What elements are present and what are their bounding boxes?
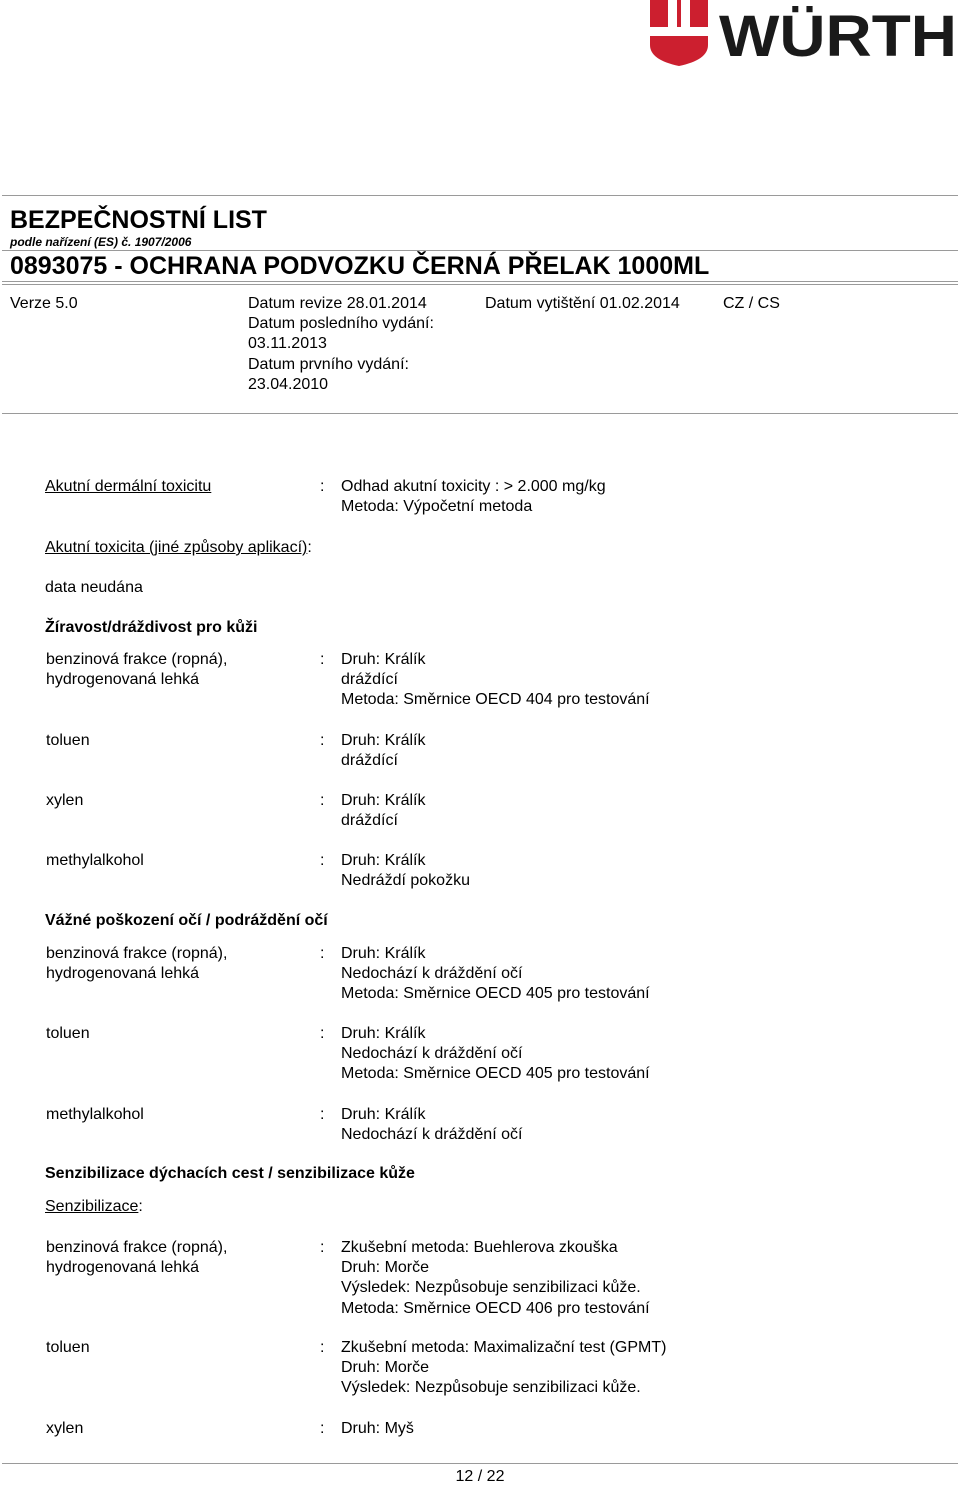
substance-result xyxy=(341,1238,650,1319)
substance-label xyxy=(46,791,83,811)
sensitization-section-heading: Senzibilizace dýchacích cest / senzibilizace kůže xyxy=(45,1165,415,1182)
substance-label xyxy=(46,1338,90,1358)
dermal-value-line: Odhad akutní toxicity : > 2.000 mg/kg xyxy=(341,478,606,495)
row-colon: : xyxy=(320,1106,325,1123)
substance-label-line: toluen xyxy=(46,1339,90,1356)
result-line: Nedochází k dráždění očí xyxy=(341,965,523,983)
result-line: dráždící xyxy=(341,752,398,770)
substance-label-line: methylalkohol xyxy=(46,852,144,869)
first-issue-date: 23.04.2010 xyxy=(248,375,329,393)
substance-result xyxy=(341,944,650,1005)
print-date: Datum vytištění 01.02.2014 xyxy=(485,295,680,312)
result-line: dráždící xyxy=(341,671,398,689)
result-line: Druh: Morče xyxy=(341,1259,430,1277)
row-colon: : xyxy=(320,1025,325,1042)
header-bottom-rule xyxy=(2,413,958,414)
result-line: Druh: Králík xyxy=(341,792,426,809)
document-title: BEZPEČNOSTNÍ LIST xyxy=(10,206,267,234)
first-issue-label: Datum prvního vydání: xyxy=(248,355,409,373)
result-line: Nedochází k dráždění očí xyxy=(341,1045,523,1063)
substance-label xyxy=(46,650,227,690)
row-colon: : xyxy=(320,1420,325,1437)
substance-label-line: xylen xyxy=(46,1420,84,1437)
substance-label xyxy=(46,1105,144,1125)
header-rule-1 xyxy=(2,281,958,282)
substance-result xyxy=(341,650,650,711)
page-number: 12 / 22 xyxy=(455,1468,505,1485)
result-line: Druh: Králík xyxy=(341,651,426,668)
substance-label xyxy=(46,1238,227,1278)
dermal-toxicity-label: Akutní dermální toxicitu xyxy=(45,478,212,495)
result-line: Druh: Králík xyxy=(341,1106,426,1123)
result-line: Druh: Morče xyxy=(341,1359,430,1377)
footer-rule xyxy=(2,1463,958,1464)
other-routes-value: data neudána xyxy=(45,579,143,596)
dermal-colon: : xyxy=(320,478,325,495)
substance-label xyxy=(46,851,144,871)
result-line: Metoda: Směrnice OECD 405 pro testování xyxy=(341,1065,650,1083)
result-line: Výsledek: Nezpůsobuje senzibilizaci kůže. xyxy=(341,1379,641,1397)
substance-label xyxy=(46,1024,90,1044)
wurth-logo xyxy=(647,0,959,68)
result-line: Nedochází k dráždění očí xyxy=(341,1126,523,1144)
row-colon: : xyxy=(320,732,325,749)
substance-label-line: benzinová frakce (ropná), xyxy=(46,1239,228,1256)
result-line: Metoda: Směrnice OECD 404 pro testování xyxy=(341,691,650,709)
sensitization-sublabel: Senzibilizace xyxy=(45,1198,139,1215)
header-top-rule xyxy=(2,195,958,196)
row-colon: : xyxy=(320,792,325,809)
substance-result xyxy=(341,851,470,891)
revision-date: Datum revize 28.01.2014 xyxy=(248,295,427,312)
row-colon: : xyxy=(320,945,325,962)
header-rule-2 xyxy=(2,284,958,285)
substance-result xyxy=(341,791,425,831)
substance-result xyxy=(341,1338,666,1399)
dermal-value-line: Metoda: Výpočetní metoda xyxy=(341,498,533,516)
substance-label-line: toluen xyxy=(46,1025,90,1042)
substance-label-line: benzinová frakce (ropná), xyxy=(46,651,228,668)
brand-wordmark: WÜRTH xyxy=(719,4,957,68)
other-routes-colon: : xyxy=(307,539,312,556)
last-issue-date: 03.11.2013 xyxy=(248,335,327,353)
skin-section-heading: Žíravost/dráždivost pro kůži xyxy=(45,619,258,636)
substance-label-line: benzinová frakce (ropná), xyxy=(46,945,228,962)
wurth-logo-graphic xyxy=(647,0,959,68)
row-colon: : xyxy=(320,1339,325,1356)
result-line: Metoda: Směrnice OECD 406 pro testování xyxy=(341,1299,650,1317)
substance-label-line: hydrogenovaná lehká xyxy=(46,965,200,983)
result-line: Nedráždí pokožku xyxy=(341,872,470,890)
eye-section-heading: Vážné poškození očí / podráždění očí xyxy=(45,912,328,929)
product-title: 0893075 - OCHRANA PODVOZKU ČERNÁ PŘELAK 1000ML xyxy=(10,252,710,280)
substance-result xyxy=(341,1105,522,1145)
other-routes-label: Akutní toxicita (jiné způsoby aplikací) xyxy=(45,539,308,556)
header-mid-rule xyxy=(2,250,958,251)
substance-label-line: hydrogenovaná lehká xyxy=(46,1259,200,1277)
substance-result xyxy=(341,1419,414,1439)
other-routes-heading xyxy=(45,538,312,558)
revision-block xyxy=(248,294,434,395)
regulation-subtitle: podle nařízení (ES) č. 1907/2006 xyxy=(10,235,192,249)
substance-label-line: xylen xyxy=(46,792,84,809)
dermal-values xyxy=(341,477,606,517)
row-colon: : xyxy=(320,651,325,668)
substance-label xyxy=(46,1419,83,1439)
result-line: Zkušební metoda: Maximalizační test (GPMT) xyxy=(341,1339,667,1356)
result-line: Druh: Králík xyxy=(341,945,426,962)
row-colon: : xyxy=(320,852,325,869)
substance-label-line: methylalkohol xyxy=(46,1106,144,1123)
sensitization-sublabel-colon: : xyxy=(138,1198,143,1215)
result-line: Zkušební metoda: Buehlerova zkouška xyxy=(341,1239,618,1256)
result-line: dráždící xyxy=(341,812,398,830)
substance-label xyxy=(46,944,227,984)
substance-result xyxy=(341,1024,650,1085)
substance-label-line: hydrogenovaná lehká xyxy=(46,671,200,689)
version-label: Verze 5.0 xyxy=(10,295,78,312)
result-line: Druh: Myš xyxy=(341,1420,414,1437)
substance-label xyxy=(46,731,90,751)
result-line: Metoda: Směrnice OECD 405 pro testování xyxy=(341,985,650,1003)
locale-code: CZ / CS xyxy=(723,295,780,312)
last-issue-label: Datum posledního vydání: xyxy=(248,315,434,333)
result-line: Druh: Králík xyxy=(341,852,426,869)
sensitization-subheading xyxy=(45,1197,143,1217)
row-colon: : xyxy=(320,1239,325,1256)
result-line: Druh: Králík xyxy=(341,732,426,749)
substance-label-line: toluen xyxy=(46,732,90,749)
result-line: Výsledek: Nezpůsobuje senzibilizaci kůže. xyxy=(341,1279,641,1297)
substance-result xyxy=(341,731,425,771)
result-line: Druh: Králík xyxy=(341,1025,426,1042)
